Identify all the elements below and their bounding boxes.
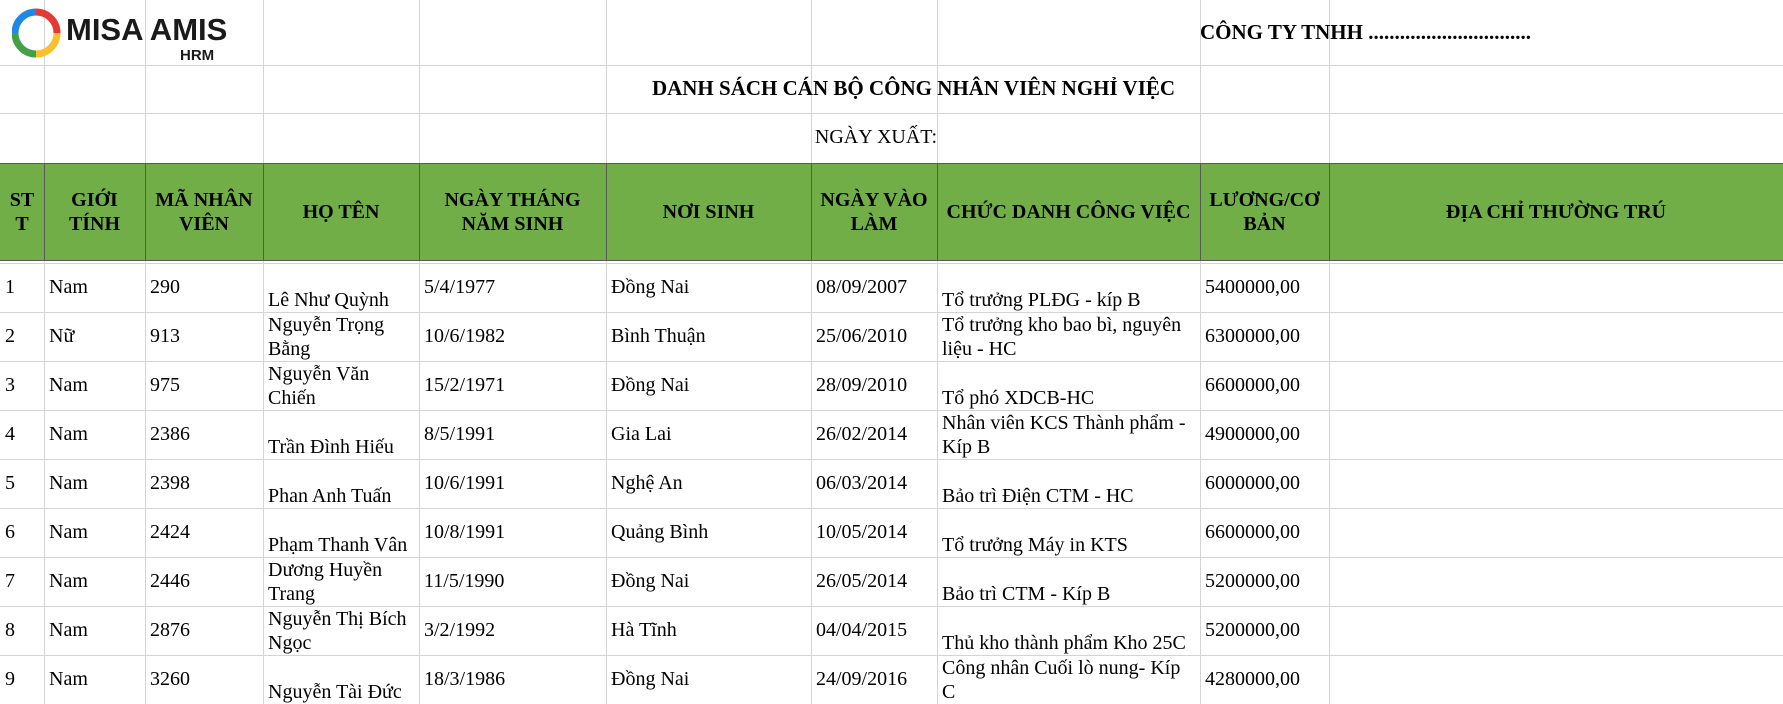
cell-start-date[interactable]: 24/09/2016 xyxy=(816,668,908,690)
cell-salary[interactable]: 5200000,00 xyxy=(1205,570,1300,592)
cell-gender[interactable]: Nam xyxy=(49,570,88,592)
cell-address[interactable] xyxy=(1329,606,1783,655)
cell-dob[interactable]: 8/5/1991 xyxy=(424,423,496,445)
cell-position[interactable]: Bảo trì CTM - Kíp B xyxy=(942,583,1111,605)
cell-name[interactable]: Nguyễn Trọng Bằng xyxy=(268,314,385,360)
cell-dob[interactable]: 10/8/1991 xyxy=(424,521,506,543)
cell-start-date[interactable]: 26/02/2014 xyxy=(816,423,908,445)
cell-birthplace[interactable]: Đồng Nai xyxy=(611,374,690,396)
cell-birthplace[interactable]: Quảng Bình xyxy=(611,521,709,543)
cell-emp-id[interactable]: 913 xyxy=(150,325,180,347)
cell-position[interactable]: Tổ trưởng PLĐG - kíp B xyxy=(942,289,1141,311)
column-header-start-date: NGÀY VÀO LÀM xyxy=(820,188,928,235)
cell-birthplace[interactable]: Đồng Nai xyxy=(611,276,690,298)
cell-stt[interactable]: 5 xyxy=(5,472,15,494)
cell-stt[interactable]: 9 xyxy=(5,668,15,690)
cell-start-date[interactable]: 06/03/2014 xyxy=(816,472,908,494)
logo-brand-text: MISA AMIS xyxy=(66,12,228,47)
cell-name[interactable]: Trần Đình Hiếu xyxy=(268,436,394,458)
cell-gender[interactable]: Nam xyxy=(49,668,88,690)
cell-position[interactable]: Tổ trưởng Máy in KTS xyxy=(942,534,1128,556)
column-header-emp-id: MÃ NHÂN VIÊN xyxy=(155,188,253,235)
cell-salary[interactable]: 6600000,00 xyxy=(1205,374,1300,396)
cell-emp-id[interactable]: 2424 xyxy=(150,521,190,543)
cell-salary[interactable]: 5200000,00 xyxy=(1205,619,1300,641)
cell-birthplace[interactable]: Đồng Nai xyxy=(611,570,690,592)
column-header-gender: GIỚI TÍNH xyxy=(68,188,121,235)
company-name: CÔNG TY TNHH ............................... xyxy=(1200,20,1531,44)
cell-name[interactable]: Phan Anh Tuấn xyxy=(268,485,392,507)
column-header-dob: NGÀY THÁNG NĂM SINH xyxy=(444,188,581,235)
cell-address[interactable] xyxy=(1329,557,1783,606)
column-header-salary: LƯƠNG/CƠ BẢN xyxy=(1209,188,1320,235)
cell-emp-id[interactable]: 975 xyxy=(150,374,180,396)
cell-start-date[interactable]: 28/09/2010 xyxy=(816,374,908,396)
cell-stt[interactable]: 3 xyxy=(5,374,15,396)
cell-address[interactable] xyxy=(1329,312,1783,361)
export-date-label: NGÀY XUẤT: xyxy=(814,126,938,148)
cell-address[interactable] xyxy=(1329,459,1783,508)
column-header-stt: ST T xyxy=(9,188,35,235)
cell-dob[interactable]: 10/6/1991 xyxy=(424,472,506,494)
cell-salary[interactable]: 6600000,00 xyxy=(1205,521,1300,543)
cell-name[interactable]: Nguyễn Tài Đức xyxy=(268,681,402,703)
cell-stt[interactable]: 8 xyxy=(5,619,15,641)
cell-gender[interactable]: Nam xyxy=(49,374,88,396)
cell-name[interactable]: Nguyễn Thị Bích Ngọc xyxy=(268,608,407,654)
cell-birthplace[interactable]: Đồng Nai xyxy=(611,668,690,690)
cell-stt[interactable]: 7 xyxy=(5,570,15,592)
cell-stt[interactable]: 1 xyxy=(5,276,15,298)
cell-address[interactable] xyxy=(1329,655,1783,704)
cell-address[interactable] xyxy=(1329,263,1783,312)
cell-position[interactable]: Bảo trì Điện CTM - HC xyxy=(942,485,1134,507)
cell-emp-id[interactable]: 2876 xyxy=(150,619,190,641)
cell-emp-id[interactable]: 3260 xyxy=(150,668,190,690)
cell-salary[interactable]: 4900000,00 xyxy=(1205,423,1300,445)
column-header-name: HỌ TÊN xyxy=(302,200,380,223)
cell-birthplace[interactable]: Gia Lai xyxy=(611,423,672,445)
cell-dob[interactable]: 3/2/1992 xyxy=(424,619,496,641)
cell-position[interactable]: Nhân viên KCS Thành phẩm - Kíp B xyxy=(942,412,1186,458)
cell-name[interactable]: Lê Như Quỳnh xyxy=(268,289,389,311)
cell-start-date[interactable]: 10/05/2014 xyxy=(816,521,908,543)
misa-logo xyxy=(12,6,242,64)
cell-name[interactable]: Phạm Thanh Vân xyxy=(268,534,408,556)
cell-address[interactable] xyxy=(1329,410,1783,459)
cell-salary[interactable]: 5400000,00 xyxy=(1205,276,1300,298)
cell-dob[interactable]: 11/5/1990 xyxy=(424,570,505,592)
cell-dob[interactable]: 18/3/1986 xyxy=(424,668,506,690)
cell-dob[interactable]: 15/2/1971 xyxy=(424,374,506,396)
cell-start-date[interactable]: 08/09/2007 xyxy=(816,276,908,298)
cell-gender[interactable]: Nam xyxy=(49,619,88,641)
cell-address[interactable] xyxy=(1329,508,1783,557)
column-header-address: ĐỊA CHỈ THƯỜNG TRÚ xyxy=(1445,200,1667,223)
cell-stt[interactable]: 6 xyxy=(5,521,15,543)
logo-sub-text: HRM xyxy=(180,47,215,64)
cell-salary[interactable]: 4280000,00 xyxy=(1205,668,1300,690)
cell-dob[interactable]: 10/6/1982 xyxy=(424,325,506,347)
cell-emp-id[interactable]: 2446 xyxy=(150,570,190,592)
report-title: DANH SÁCH CÁN BỘ CÔNG NHÂN VIÊN NGHỈ VIỆC xyxy=(651,76,1176,100)
cell-emp-id[interactable]: 2398 xyxy=(150,472,190,494)
cell-stt[interactable]: 2 xyxy=(5,325,15,347)
cell-position[interactable]: Tổ trưởng kho bao bì, nguyên liệu - HC xyxy=(942,314,1182,360)
cell-dob[interactable]: 5/4/1977 xyxy=(424,276,496,298)
cell-emp-id[interactable]: 2386 xyxy=(150,423,190,445)
cell-birthplace[interactable]: Bình Thuận xyxy=(611,325,706,347)
cell-salary[interactable]: 6300000,00 xyxy=(1205,325,1300,347)
cell-gender[interactable]: Nữ xyxy=(49,325,75,347)
cell-birthplace[interactable]: Hà Tĩnh xyxy=(611,619,677,641)
cell-position[interactable]: Tổ phó XDCB-HC xyxy=(942,387,1095,409)
cell-emp-id[interactable]: 290 xyxy=(150,276,180,298)
cell-name[interactable]: Nguyễn Văn Chiến xyxy=(268,363,370,409)
cell-gender[interactable]: Nam xyxy=(49,472,88,494)
cell-start-date[interactable]: 26/05/2014 xyxy=(816,570,908,592)
cell-position[interactable]: Công nhân Cuối lò nung- Kíp C xyxy=(942,657,1181,703)
cell-salary[interactable]: 6000000,00 xyxy=(1205,472,1300,494)
cell-start-date[interactable]: 04/04/2015 xyxy=(816,619,908,641)
column-header-position: CHỨC DANH CÔNG VIỆC xyxy=(946,200,1191,223)
cell-name[interactable]: Dương Huyền Trang xyxy=(268,559,383,605)
cell-gender[interactable]: Nam xyxy=(49,276,88,298)
cell-address[interactable] xyxy=(1329,361,1783,410)
cell-gender[interactable]: Nam xyxy=(49,423,88,445)
misa-ring-logo-icon xyxy=(15,12,57,54)
cell-position[interactable]: Thủ kho thành phẩm Kho 25C xyxy=(942,632,1186,654)
cell-start-date[interactable]: 25/06/2010 xyxy=(816,325,908,347)
cell-stt[interactable]: 4 xyxy=(5,423,15,445)
cell-birthplace[interactable]: Nghệ An xyxy=(611,472,683,494)
column-header-birthplace: NƠI SINH xyxy=(662,200,755,223)
cell-gender[interactable]: Nam xyxy=(49,521,88,543)
